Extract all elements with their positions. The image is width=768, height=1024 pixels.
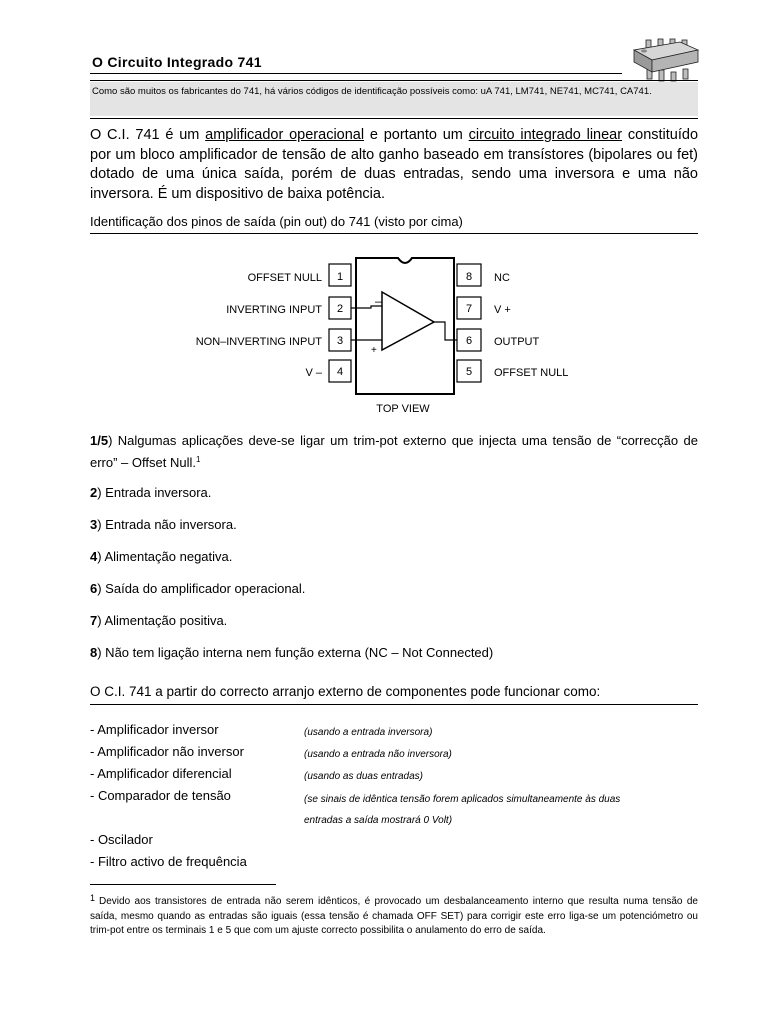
pin-text: ) Nalgumas aplicações deve-se ligar um trim-pot externo que injecta uma tensão de “correcção de erro” – Offset Null. (90, 433, 698, 470)
pin-number-1: 1 (336, 271, 344, 283)
left-pin-label-2: INVERTING INPUT (226, 304, 322, 316)
footnote-number: 1 (90, 893, 96, 903)
pin-description-7 (90, 611, 698, 630)
note-rule (90, 118, 698, 119)
plus-sign: + (371, 345, 377, 356)
pin-description-2 (90, 483, 698, 502)
pin-text: ) Não tem ligação interna nem função externa (NC – Not Connected) (97, 645, 494, 660)
pin-num: 2 (90, 485, 98, 500)
circuito-integrado-linear-link[interactable]: circuito integrado linear (468, 127, 623, 143)
pin-num: 1/5 (90, 433, 109, 448)
use-label-inversor: - Amplificador inversor (90, 722, 219, 737)
pinout-rule (90, 233, 698, 234)
title-rule-long (90, 80, 698, 81)
pin-description-8 (90, 643, 698, 662)
pin-number-5: 5 (465, 366, 473, 378)
right-pin-label-8: NC (494, 272, 510, 284)
uses-heading: O C.I. 741 a partir do correcto arranjo externo de componentes pode funcionar como: (90, 684, 601, 699)
pin-number-8: 8 (465, 271, 473, 283)
pin-text: ) Entrada inversora. (97, 485, 212, 500)
footnote-text: Devido aos transistores de entrada não serem idênticos, é provocado um desbalanceamento interno que resulta numa tensão de saída, mesmo quando as entradas são iguais (essa tensão é chamada OFF SET) para corrigir este erro liga-se um potenciómetro ou trim-pot entre os terminais 1 e 5 que com um ajuste correcto possibilita o anulamento do erro de saída. (90, 896, 698, 936)
footnote-rule (90, 884, 276, 885)
opamp-triangle (382, 292, 434, 350)
pin-number-6: 6 (465, 335, 473, 347)
intro-paragraph (90, 126, 698, 204)
left-pin-label-4: V – (305, 367, 322, 379)
right-pin-label-7: V + (494, 304, 511, 316)
pin-num: 8 (90, 645, 98, 660)
pin-num: 3 (90, 517, 98, 532)
pin-description-1-5 (90, 431, 698, 472)
pin-text: ) Alimentação positiva. (97, 613, 228, 628)
pin-description-3 (90, 515, 698, 534)
title-rule (90, 73, 622, 74)
uses-rule (90, 704, 698, 705)
pinout-heading: Identificação dos pinos de saída (pin out) do 741 (visto por cima) (90, 214, 463, 229)
footnote-ref[interactable]: 1 (195, 455, 201, 464)
use-label-filtro: - Filtro activo de frequência (90, 854, 247, 869)
pin-num: 6 (90, 581, 98, 596)
manufacturer-note: Como são muitos os fabricantes do 741, há vários códigos de identificação possíveis como: uA 741, LM741, NE741, MC741, CA741. (92, 86, 652, 97)
left-pin-label-1: OFFSET NULL (247, 272, 322, 284)
pinout-diagram (170, 248, 600, 420)
use-note-comparador-cont: entradas a saída mostrará 0 Volt) (304, 815, 453, 826)
chip-body (356, 258, 454, 394)
right-pin-label-6: OUTPUT (494, 336, 540, 348)
use-label-oscilador: - Oscilador (90, 832, 153, 847)
top-view-caption: TOP VIEW (376, 403, 430, 415)
pin-number-4: 4 (336, 366, 344, 378)
right-pin-label-5: OFFSET NULL (494, 367, 569, 379)
use-label-comparador: - Comparador de tensão (90, 788, 231, 803)
pin-text: ) Alimentação negativa. (97, 549, 233, 564)
use-label-diferencial: - Amplificador diferencial (90, 766, 232, 781)
pin-num: 4 (90, 549, 98, 564)
amplificador-operacional-link[interactable]: amplificador operacional (205, 127, 365, 143)
pin-text: ) Saída do amplificador operacional. (97, 581, 306, 596)
left-pin-label-3: NON–INVERTING INPUT (195, 336, 322, 348)
intro-text-3: constituído por um bloco amplificador de tensão de alto ganho baseado em transístores (bipolares ou fet) dotado de uma única saída, porém de duas entradas, sendo uma inversora e uma não inversora. É um dispositivo de baixa potência. (90, 127, 699, 202)
pin-description-4 (90, 547, 698, 566)
pin-description-6 (90, 579, 698, 598)
use-label-nao-inversor: - Amplificador não inversor (90, 744, 244, 759)
footnote (90, 891, 698, 939)
pin-number-7: 7 (465, 303, 473, 315)
dip8-chip-icon (630, 36, 700, 82)
page-title: O Circuito Integrado 741 (92, 54, 262, 70)
pin-text: ) Entrada não inversora. (97, 517, 237, 532)
pin-number-2: 2 (336, 303, 344, 315)
pin-num: 7 (90, 613, 98, 628)
intro-text-2: e portanto um (364, 127, 469, 143)
intro-text-1: O C.I. 741 é um (90, 127, 206, 143)
minus-sign: – (375, 294, 382, 308)
use-note-inversor: (usando a entrada inversora) (304, 727, 433, 738)
pin-number-3: 3 (336, 335, 344, 347)
use-note-diferencial: (usando as duas entradas) (304, 771, 423, 782)
use-note-nao-inversor: (usando a entrada não inversora) (304, 749, 452, 760)
use-note-comparador: (se sinais de idêntica tensão forem aplicados simultaneamente às duas (304, 794, 621, 805)
